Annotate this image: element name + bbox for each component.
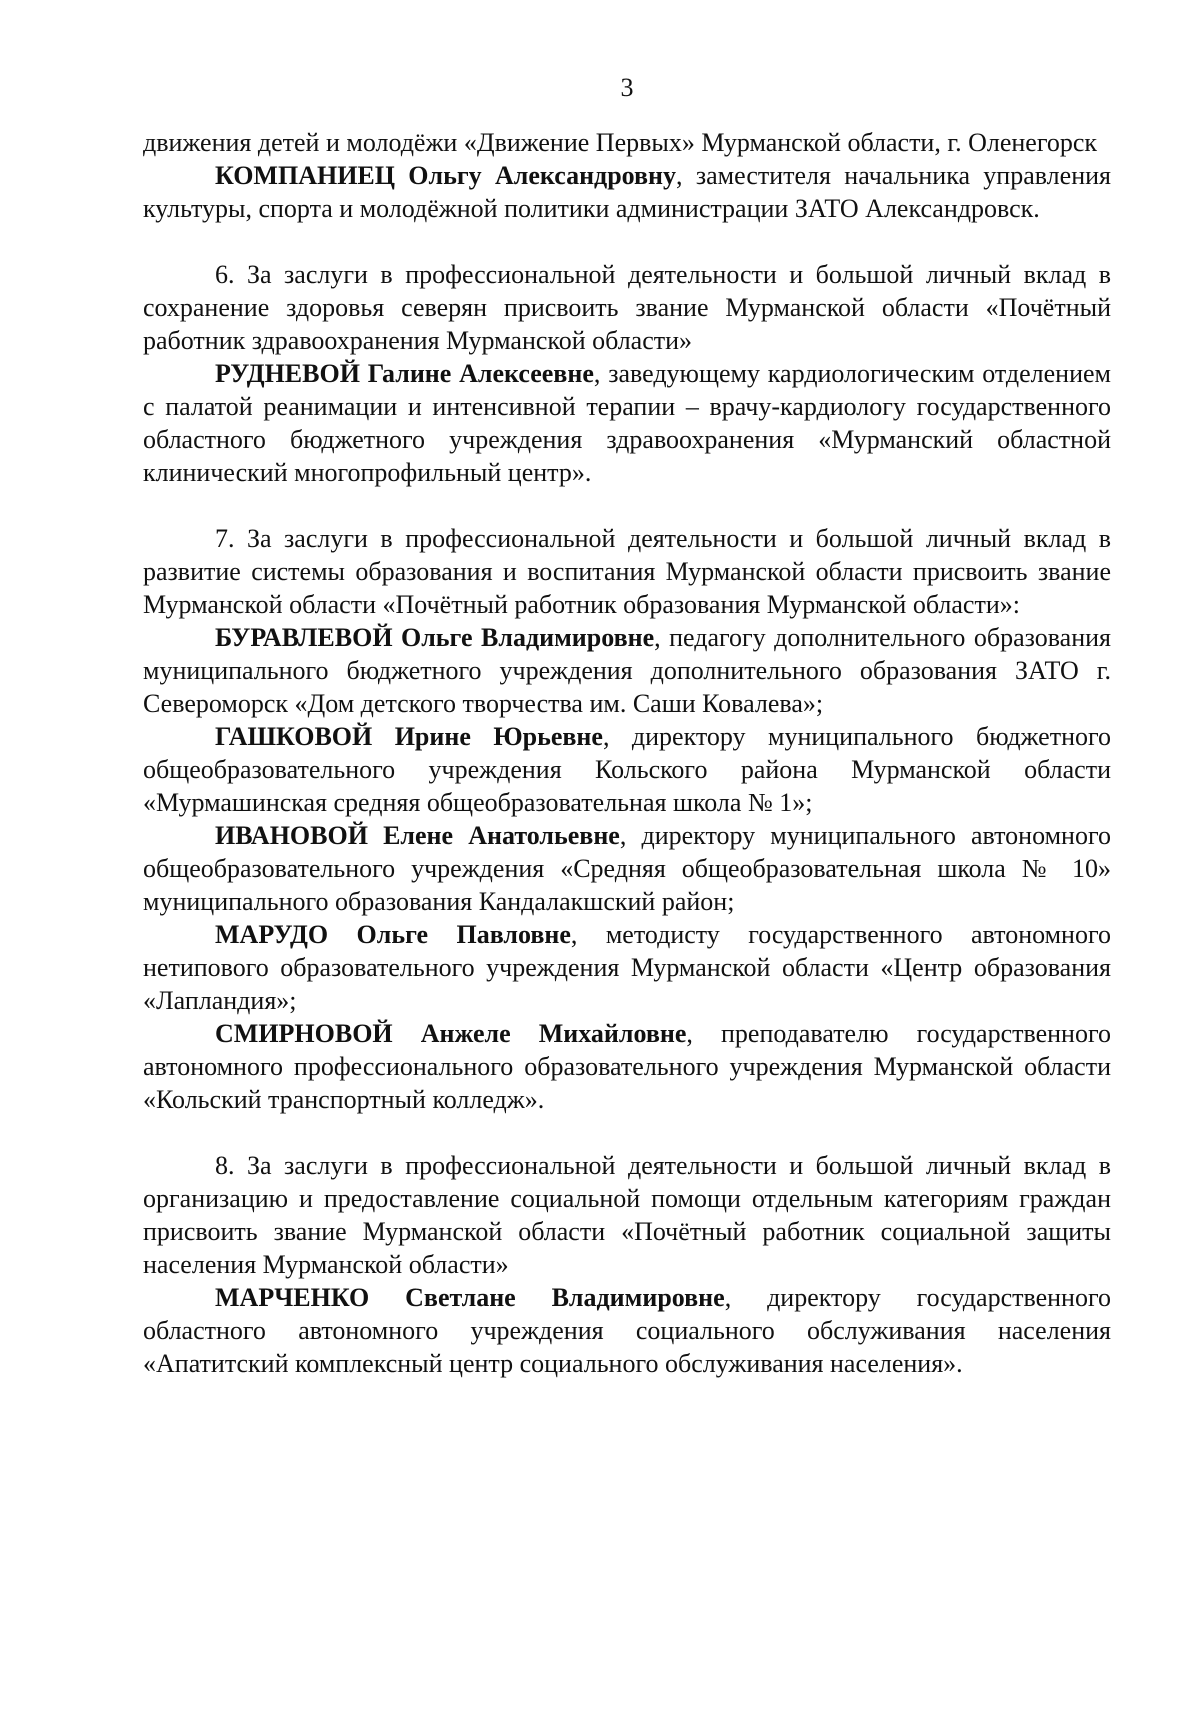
awardee-name: ИВАНОВОЙ Елене Анатольевне xyxy=(215,821,620,850)
awardee-position: , заведующему кардиологическим отделением с палатой реанимации и интенсивной терапии – врачу-кардиологу государственного областного бюджетного учреждения здравоохранения «Мурманский областной клинический многопрофильный центр». xyxy=(143,359,1111,487)
awardee-name: МАРЧЕНКО Светлане Владимировне xyxy=(215,1283,725,1312)
section-text: 7. За заслуги в профессиональной деятельности и большой личный вклад в развитие системы образования и воспитания Мурманской области присвоить звание Мурманской области «Почётный работник образования Мурманской области»: xyxy=(143,524,1111,619)
awardee-position: , директору муниципального бюджетного общеобразовательного учреждения Кольского района Мурманской области «Мурмашинская средняя общеобразовательная школа № 1»; xyxy=(143,722,1112,817)
awardee-name: КОМПАНИЕЦ Ольгу Александровну xyxy=(215,161,677,190)
award-entry-smirnova xyxy=(143,1017,1111,1116)
award-entry-marchenko xyxy=(143,1281,1111,1380)
awardee-position: , директору государственного областного автономного учреждения социального обслуживания населения «Апатитский комплексный центр социального обслуживания населения». xyxy=(143,1283,1111,1378)
page-number: 3 xyxy=(620,73,634,102)
awardee-position: , педагогу дополнительного образования муниципального бюджетного учреждения дополнительного образования ЗАТО г. Североморск «Дом детского творчества им. Саши Ковалева»; xyxy=(143,623,1112,718)
document-page xyxy=(143,72,1111,1380)
paragraph-continuation xyxy=(143,126,1111,159)
awardee-position: , преподавателю государственного автономного профессионального образовательного учреждения Мурманской области «Кольский транспортный колледж». xyxy=(143,1019,1111,1114)
awardee-name: СМИРНОВОЙ Анжеле Михайловне xyxy=(215,1019,687,1048)
award-entry-kompaniets xyxy=(143,159,1111,225)
paragraph-text: движения детей и молодёжи «Движение Первых» Мурманской области, г. Оленегорск xyxy=(143,128,1098,157)
awardee-position: , директору муниципального автономного общеобразовательного учреждения «Средняя общеобразовательная школа № 10» муниципального образования Кандалакшский район; xyxy=(143,821,1111,916)
section-text: 8. За заслуги в профессиональной деятельности и большой личный вклад в организацию и предоставление социальной помощи отдельным категориям граждан присвоить звание Мурманской области «Почётный работник социальной защиты населения Мурманской области» xyxy=(143,1151,1111,1279)
award-entry-rudneva xyxy=(143,357,1111,489)
award-entry-buravleva xyxy=(143,621,1111,720)
awardee-position: , методисту государственного автономного нетипового образовательного учреждения Мурманской области «Центр образования «Лапландия»; xyxy=(143,920,1111,1015)
section-7-heading xyxy=(143,522,1111,621)
section-6-heading xyxy=(143,258,1111,357)
section-text: 6. За заслуги в профессиональной деятельности и большой личный вклад в сохранение здоровья северян присвоить звание Мурманской области «Почётный работник здравоохранения Мурманской области» xyxy=(143,260,1111,355)
awardee-position: , заместителя начальника управления культуры, спорта и молодёжной политики администрации ЗАТО Александровск. xyxy=(143,161,1111,223)
awardee-name: РУДНЕВОЙ Галине Алексеевне xyxy=(215,359,594,388)
award-entry-gashkova xyxy=(143,720,1111,819)
awardee-name: ГАШКОВОЙ Ирине Юрьевне xyxy=(215,722,603,751)
award-entry-ivanova xyxy=(143,819,1111,918)
award-entry-marudo xyxy=(143,918,1111,1017)
awardee-name: БУРАВЛЕВОЙ Ольге Владимировне xyxy=(215,623,655,652)
section-8-heading xyxy=(143,1149,1111,1281)
awardee-name: МАРУДО Ольге Павловне xyxy=(215,920,571,949)
